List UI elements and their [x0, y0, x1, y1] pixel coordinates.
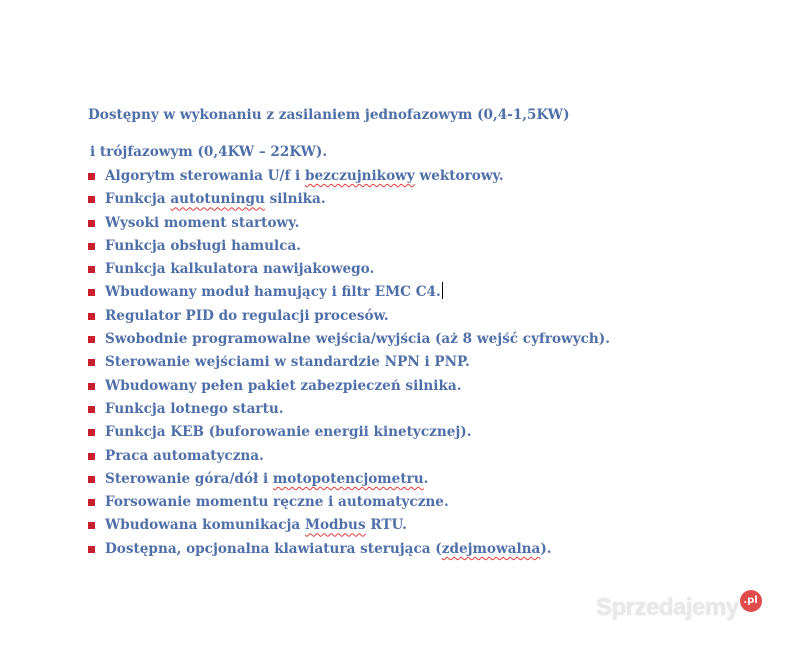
- bullet-icon: [88, 243, 95, 250]
- item-text-end: RTU.: [365, 517, 407, 534]
- list-item: [88, 492, 610, 515]
- list-item: [88, 515, 610, 538]
- bullet-icon: [88, 196, 95, 203]
- spellcheck-flagged-word: motopotencjometru: [272, 470, 424, 487]
- bullet-icon: [88, 289, 95, 296]
- item-text: Praca automatyczna.: [105, 447, 264, 464]
- bullet-icon: [88, 476, 95, 483]
- list-item: [88, 166, 610, 189]
- item-text-end: wektorowy.: [414, 168, 504, 184]
- list-item: [88, 539, 610, 562]
- list-item: [88, 236, 610, 259]
- item-text: Dostępna, opcjonalna klawiatura sterująca (: [105, 540, 442, 557]
- item-text: Algorytm sterowania U/f i: [105, 168, 305, 184]
- list-item: [88, 306, 610, 329]
- item-text: Wbudowany moduł hamujący i filtr EMC C4.: [105, 284, 441, 301]
- spellcheck-flagged-word: zdejmowalna: [441, 540, 541, 557]
- item-text: Funkcja: [105, 191, 171, 208]
- feature-list: [88, 166, 610, 562]
- list-item: [88, 259, 610, 282]
- item-text: Funkcja lotnego startu.: [105, 400, 284, 417]
- list-item: [88, 399, 610, 422]
- bullet-icon: [88, 429, 95, 436]
- bullet-icon: [88, 546, 95, 553]
- item-text: Sterowanie góra/dół i: [105, 470, 273, 487]
- list-item: [88, 376, 610, 399]
- item-text: Funkcja obsługi hamulca.: [105, 237, 302, 254]
- item-text: Funkcja kalkulatora nawijakowego.: [105, 261, 375, 278]
- spellcheck-flagged-word: autotuningu: [170, 191, 265, 208]
- item-text: Wysoki moment startowy.: [105, 214, 300, 231]
- watermark: [596, 590, 762, 622]
- list-item: [88, 329, 610, 352]
- item-text-end: ).: [540, 540, 552, 557]
- item-text-end: silnika.: [264, 191, 326, 208]
- bullet-icon: [88, 383, 95, 390]
- item-text-end: .: [423, 470, 429, 487]
- list-item: [88, 352, 610, 375]
- item-text: Funkcja KEB (buforowanie energii kinetycznej).: [105, 424, 472, 441]
- bullet-icon: [88, 522, 95, 529]
- list-item: [88, 422, 610, 445]
- bullet-icon: [88, 173, 95, 180]
- watermark-logo: Sprzedajemy: [596, 594, 739, 621]
- bullet-icon: [88, 453, 95, 460]
- item-text: Forsowanie momentu ręczne i automatyczne.: [105, 494, 449, 511]
- bullet-icon: [88, 266, 95, 273]
- bullet-icon: [88, 220, 95, 227]
- bullet-icon: [88, 359, 95, 366]
- item-text: Sterowanie wejściami w standardzie NPN i PNP.: [105, 354, 470, 371]
- list-item: [88, 469, 610, 492]
- bullet-icon: [88, 406, 95, 413]
- list-item: [88, 189, 610, 212]
- item-text: Wbudowana komunikacja: [105, 517, 305, 534]
- list-item: [88, 446, 610, 469]
- item-text: Wbudowany pełen pakiet zabezpieczeń silnika.: [105, 377, 462, 394]
- text-cursor: [442, 282, 444, 299]
- list-item: [88, 282, 610, 305]
- watermark-pl-badge: .pl: [740, 590, 762, 612]
- bullet-icon: [88, 313, 95, 320]
- intro-line-1: Dostępny w wykonaniu z zasilaniem jednofazowym (0,4-1,5KW): [88, 107, 570, 123]
- list-item: [88, 213, 610, 236]
- item-text: Regulator PID do regulacji procesów.: [105, 307, 389, 324]
- bullet-icon: [88, 499, 95, 506]
- item-text: Swobodnie programowalne wejścia/wyjścia (aż 8 wejść cyfrowych).: [105, 331, 610, 348]
- spellcheck-flagged-word: bezczujnikowy: [304, 168, 415, 184]
- spellcheck-flagged-word: Modbus: [304, 517, 366, 534]
- bullet-icon: [88, 336, 95, 343]
- intro-line-2: i trójfazowym (0,4KW – 22KW).: [90, 144, 328, 160]
